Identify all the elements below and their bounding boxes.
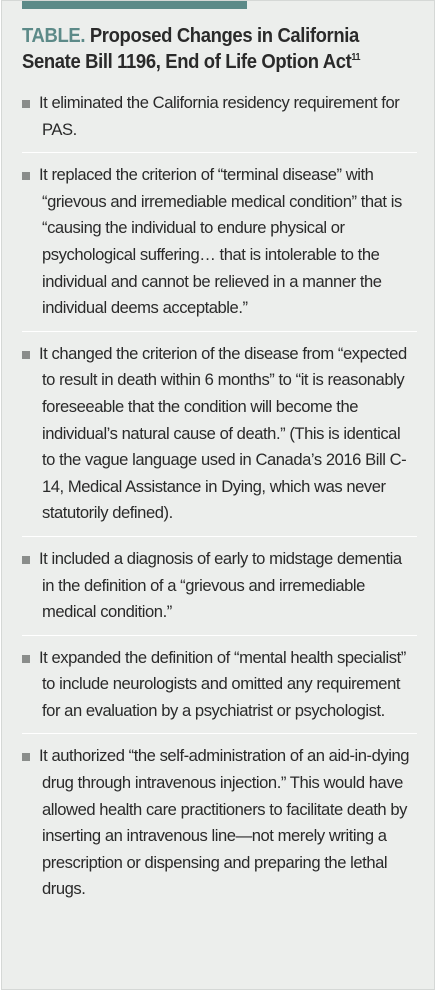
list-item-text: It changed the criterion of the disease from “expected to result in death within 6 months” to “it is reasonably foreseeable that the condition will become the individual’s natural cause of death.” (This is identical to the vague language used in Canada’s 2016 Bill C-14, Medical Assistance in Dying, which was never statutorily defined).	[39, 343, 407, 523]
square-bullet-icon	[22, 172, 30, 180]
list-item-text: It authorized “the self-administration of an aid-in-dying drug through intravenous injection.” This would have allowed health care practitioners to facilitate death by inserting an intravenous line—not merely writing a prescription or dispensing and preparing the lethal drugs.	[39, 746, 410, 899]
reference-superscript: 11	[351, 52, 361, 64]
accent-bar	[22, 1, 247, 9]
table-title-line-2: Senate Bill 1196, End of Life Option Act	[22, 50, 352, 73]
square-bullet-icon	[22, 351, 30, 359]
square-bullet-icon	[22, 753, 30, 761]
list-item	[22, 743, 417, 912]
square-bullet-icon	[22, 655, 30, 663]
list-item-text: It included a diagnosis of early to midstage dementia in the definition of a “grievous and irremediable medical condition.”	[39, 548, 402, 622]
change-list	[22, 90, 417, 921]
square-bullet-icon	[22, 556, 30, 564]
table-title-line-1: Proposed Changes in California	[89, 24, 359, 47]
table-title	[22, 23, 382, 75]
table-label: TABLE.	[22, 24, 86, 47]
list-item-text: It eliminated the California residency requirement for PAS.	[39, 93, 400, 139]
table-panel	[1, 0, 435, 990]
list-item	[22, 162, 417, 332]
list-item-text: It replaced the criterion of “terminal disease” with “grievous and irremediable medical condition” that is “causing the individual to endure physical or psychological suffering… that is intolerable to the individual and cannot be relieved in a manner the individual deems acceptable.”	[39, 165, 402, 318]
list-item-text: It expanded the definition of “mental health specialist” to include neurologists and omitted any requirement for an evaluation by a psychiatrist or psychologist.	[39, 647, 406, 720]
list-item	[22, 90, 417, 153]
square-bullet-icon	[22, 100, 30, 108]
list-item	[22, 341, 417, 537]
list-item	[22, 645, 417, 735]
list-item	[22, 546, 417, 636]
